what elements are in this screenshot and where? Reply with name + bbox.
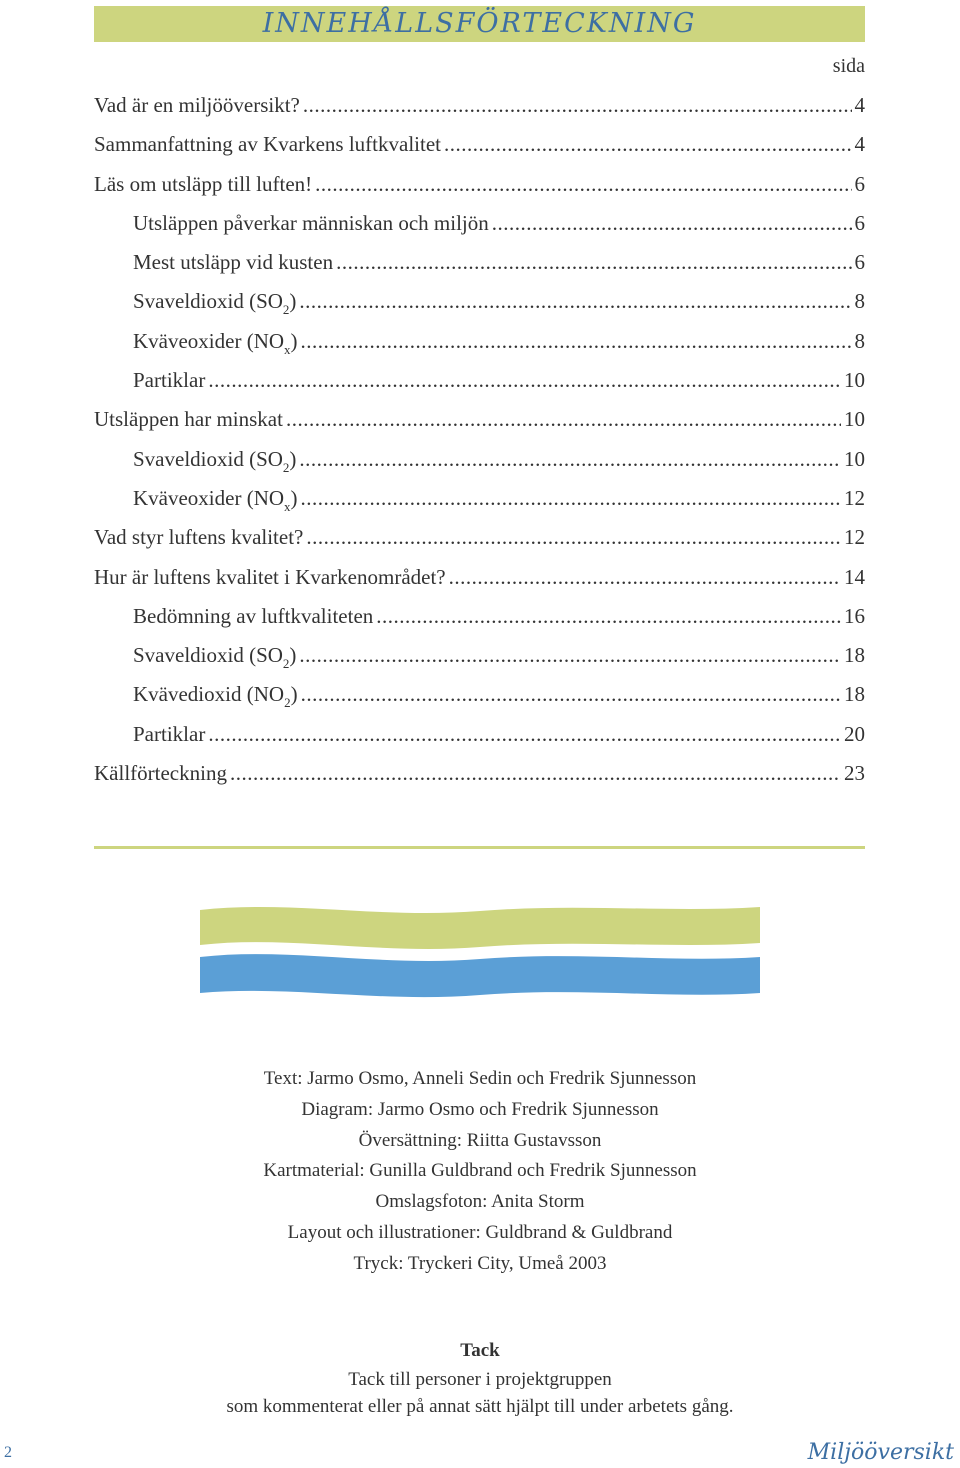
credit-line: Layout och illustrationer: Guldbrand & Guldbrand [287,1221,673,1243]
credit-line: Tryck: Tryckeri City, Umeå 2003 [353,1252,607,1274]
thanks-text [0,1366,960,1420]
toc-entry [94,675,865,714]
toc-leader-dots [286,400,841,439]
toc-entry-label: Sammanfattning av Kvarkens luftkvalitet [94,132,441,157]
toc-leader-dots [306,518,841,557]
toc-entry-label: Läs om utsläpp till luften! [94,171,313,196]
toc-entry [94,715,865,754]
toc-entry [94,125,865,164]
toc-page-number: 8 [854,289,865,314]
toc-leader-dots [299,282,851,321]
toc-entry-label: Hur är luftens kvalitet i Kvarkenområdet? [94,564,446,589]
wave-illustration [200,905,760,1000]
toc-entry [94,361,865,400]
toc-entry [94,479,865,518]
toc-entry-label: Kväveoxider $(NO_x)$ [133,328,298,357]
toc-entry [94,282,865,321]
toc-leader-dots [303,86,852,125]
toc-entry-label: Partiklar [133,721,206,746]
toc-entry-label: Källförteckning [94,761,227,786]
toc-leader-dots [230,754,841,793]
credit-line: Diagram: Jarmo Osmo och Fredrik Sjunnesson [301,1098,659,1120]
toc-entry [94,597,865,636]
credit-line: Omslagsfoton: Anita Storm [375,1191,585,1213]
toc-entry [94,440,865,479]
toc-leader-dots [299,636,841,675]
toc-leader-dots [336,243,851,282]
toc-page-number: 10 [844,407,865,432]
toc-entry-label: Vad styr luftens kvalitet? [94,525,304,550]
toc-entry-label: Svaveldioxid $(SO_2)$ [133,289,297,318]
toc-entry-label: Kväveoxider $(NO_x)$ [133,485,298,514]
toc-entry [94,322,865,361]
toc-page-number: 10 [844,446,865,471]
toc-entry [94,636,865,675]
toc-leader-dots [208,361,841,400]
credits-list [0,1064,960,1280]
brand-name: Miljööversikt [807,1440,954,1465]
toc-page-number: 12 [844,525,865,550]
toc-entry-label: Bedömning av luftkvaliteten [133,603,374,628]
toc-entry-label: Partiklar [133,368,206,393]
thanks-line: Tack till personer i projektgruppen [348,1369,612,1390]
toc-entry-label: Utsläppen påverkar människan och miljön [133,210,489,235]
toc-entry [94,243,865,282]
toc-page-number: 6 [854,250,865,275]
toc-entry [94,204,865,243]
thanks-line: som kommenterat eller på annat sätt hjälpt till under arbetets gång. [226,1396,734,1417]
blue-wave [200,954,760,997]
toc-page-number: 14 [844,564,865,589]
toc-page-number: 18 [844,682,865,707]
toc-entry [94,518,865,557]
title-bar [94,6,865,42]
green-wave [200,907,760,949]
toc-entry-label: Mest utsläpp vid kusten [133,250,334,275]
table-of-contents [94,86,865,793]
toc-entry-label: Vad är en miljööversikt? [94,93,300,117]
toc-page-number: 20 [844,721,865,746]
divider-line [94,846,865,849]
toc-entry [94,558,865,597]
toc-page-number: 23 [844,761,865,786]
toc-page-number: 10 [844,368,865,393]
toc-page-number: 4 [854,132,865,157]
toc-entry-label: Svaveldioxid $(SO_2)$ [133,446,297,475]
toc-leader-dots [208,715,841,754]
toc-leader-dots [301,479,841,518]
toc-page-number: 8 [854,328,865,353]
toc-entry [94,754,865,793]
toc-entry-label: Utsläppen har minskat [94,407,283,432]
toc-entry [94,86,865,125]
page-number: 2 [4,1444,12,1461]
toc-page-number: 6 [854,171,865,196]
thanks-heading: Tack [460,1340,500,1361]
toc-leader-dots [444,125,852,164]
toc-entry [94,400,865,439]
toc-leader-dots [301,322,852,361]
credit-line: Text: Jarmo Osmo, Anneli Sedin och Fredrik Sjunnesson [263,1068,697,1089]
toc-leader-dots [301,675,841,714]
toc-page-number: 4 [854,93,865,117]
toc-entry-label: Svaveldioxid $(SO_2)$ [133,643,297,672]
toc-leader-dots [315,165,851,204]
toc-page-number: 18 [844,643,865,668]
toc-page-number: 6 [854,210,865,235]
toc-leader-dots [376,597,841,636]
toc-entry-label: Kvävedioxid $(NO_2)$ [133,682,298,711]
toc-entry [94,165,865,204]
toc-page-number: 12 [844,485,865,510]
credit-line: Översättning: Riitta Gustavsson [358,1129,602,1151]
credit-line: Kartmaterial: Gunilla Guldbrand och Fredrik Sjunnesson [263,1160,697,1182]
toc-leader-dots [299,440,841,479]
toc-page-number: 16 [844,603,865,628]
toc-leader-dots [492,204,852,243]
page-column-label: sida [832,55,865,77]
page-title: INNEHÅLLSFÖRTECKNING [262,8,697,39]
toc-leader-dots [449,558,841,597]
